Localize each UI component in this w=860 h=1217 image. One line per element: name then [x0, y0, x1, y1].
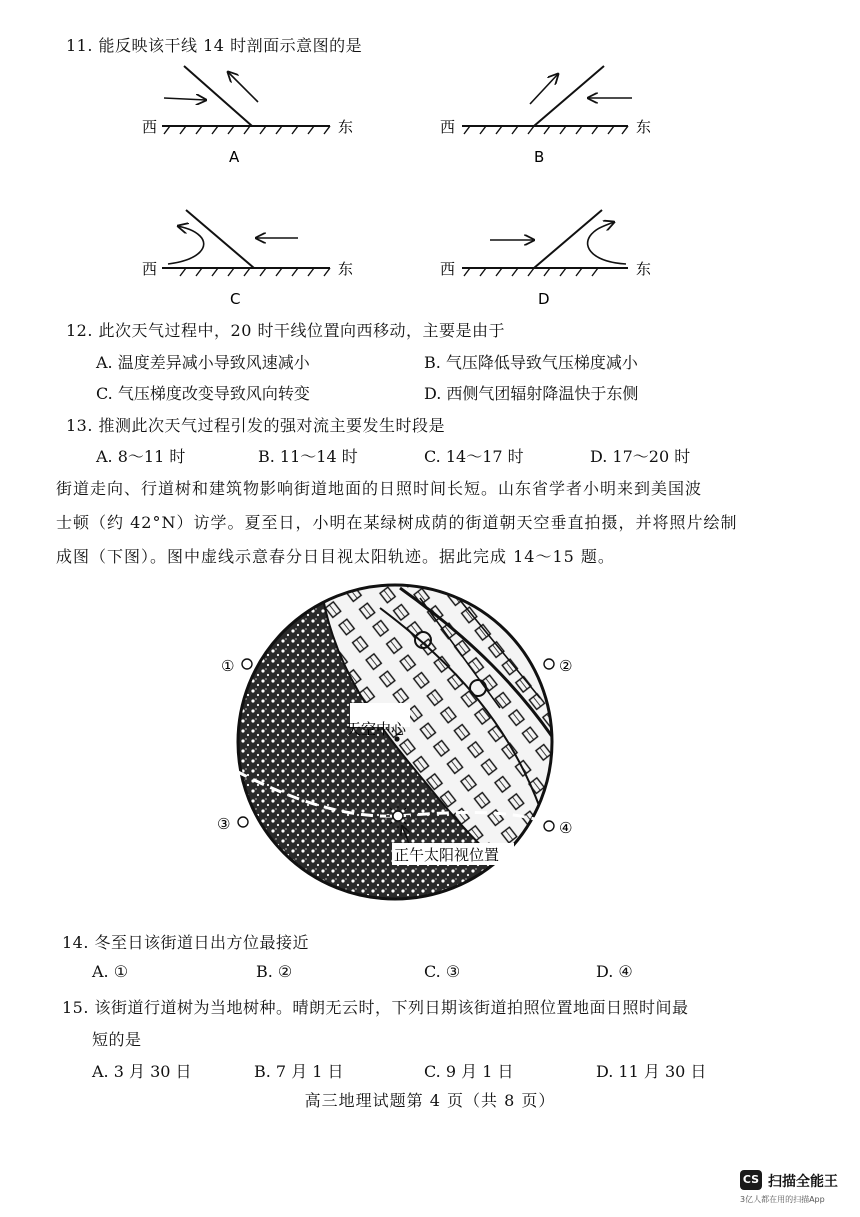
- question-13-option-c[interactable]: C. 14～17 时: [424, 447, 524, 466]
- fisheye-street-figure: [0, 578, 860, 918]
- question-12-option-d[interactable]: D. 西侧气团辐射降温快于东侧: [424, 384, 639, 403]
- passage-line-3: 成图（下图）。图中虚线示意春分日目视太阳轨迹。据此完成 14～15 题。: [56, 547, 615, 566]
- noon-sun-label: 正午太阳视位置: [394, 846, 500, 864]
- passage: [56, 472, 776, 574]
- question-14-option-b[interactable]: B. ②: [256, 962, 293, 981]
- question-13-stem: 13. 推测此次天气过程引发的强对流主要发生时段是: [66, 416, 446, 435]
- question-15-option-c[interactable]: C. 9 月 1 日: [424, 1062, 514, 1081]
- question-12-option-b[interactable]: B. 气压降低导致气压梯度减小: [424, 353, 638, 372]
- west-label: 西: [142, 118, 158, 136]
- question-12-option-c[interactable]: C. 气压梯度改变导致风向转变: [96, 384, 310, 403]
- diagram-b: [440, 66, 651, 166]
- marker-3: ③: [217, 815, 231, 833]
- option-a-label: A: [229, 148, 240, 166]
- marker-1: ①: [221, 657, 235, 675]
- diagram-c: [142, 210, 353, 308]
- camscanner-logo-icon: CS: [740, 1170, 762, 1190]
- question-14-option-a[interactable]: A. ①: [92, 962, 129, 981]
- question-14-option-c[interactable]: C. ③: [424, 962, 461, 981]
- marker-2: ②: [559, 657, 573, 675]
- question-11-stem: 11. 能反映该干线 14 时剖面示意图的是: [66, 36, 363, 55]
- sky-center-label: 天空中心: [346, 720, 407, 738]
- east-label: 东: [636, 260, 652, 278]
- west-label: 西: [142, 260, 158, 278]
- passage-line-2: 士顿（约 42°N）访学。夏至日，小明在某绿树成荫的街道朝天空垂直拍摄，并将照片绘制: [56, 513, 738, 532]
- question-15-option-a[interactable]: A. 3 月 30 日: [92, 1062, 192, 1081]
- diagram-d: [440, 210, 651, 308]
- question-11-diagrams: [0, 50, 860, 360]
- option-b-label: B: [534, 148, 545, 166]
- question-14-stem: 14. 冬至日该街道日出方位最接近: [62, 933, 310, 952]
- diagram-a: [142, 66, 353, 166]
- west-label: 西: [440, 118, 456, 136]
- question-13-option-a[interactable]: A. 8～11 时: [96, 447, 186, 466]
- page-footer: 高三地理试题第 4 页（共 8 页）: [304, 1091, 556, 1110]
- west-label: 西: [440, 260, 456, 278]
- scanner-watermark: [740, 1170, 850, 1210]
- marker-4: ④: [559, 819, 573, 837]
- question-12-stem: 12. 此次天气过程中，20 时干线位置向西移动，主要是由于: [66, 321, 505, 340]
- east-label: 东: [338, 260, 354, 278]
- question-15-option-b[interactable]: B. 7 月 1 日: [254, 1062, 344, 1081]
- question-12-option-a[interactable]: A. 温度差异减小导致风速减小: [96, 353, 310, 372]
- east-label: 东: [636, 118, 652, 136]
- passage-line-1: 街道走向、行道树和建筑物影响街道地面的日照时间长短。山东省学者小明来到美国波: [56, 479, 703, 498]
- question-15-stem-line-2: 短的是: [92, 1030, 142, 1049]
- watermark-tagline: 3亿人都在用的扫描App: [740, 1195, 825, 1204]
- watermark-name: 扫描全能王: [768, 1174, 838, 1190]
- question-15-stem-line-1: 15. 该街道行道树为当地树种。晴朗无云时，下列日期该街道拍照位置地面日照时间最: [62, 998, 689, 1017]
- question-13-option-d[interactable]: D. 17～20 时: [590, 447, 691, 466]
- question-15-option-d[interactable]: D. 11 月 30 日: [596, 1062, 707, 1081]
- option-d-label: D: [538, 290, 550, 308]
- east-label: 东: [338, 118, 354, 136]
- option-c-label: C: [230, 290, 241, 308]
- question-13-option-b[interactable]: B. 11～14 时: [258, 447, 358, 466]
- question-14-option-d[interactable]: D. ④: [596, 962, 633, 981]
